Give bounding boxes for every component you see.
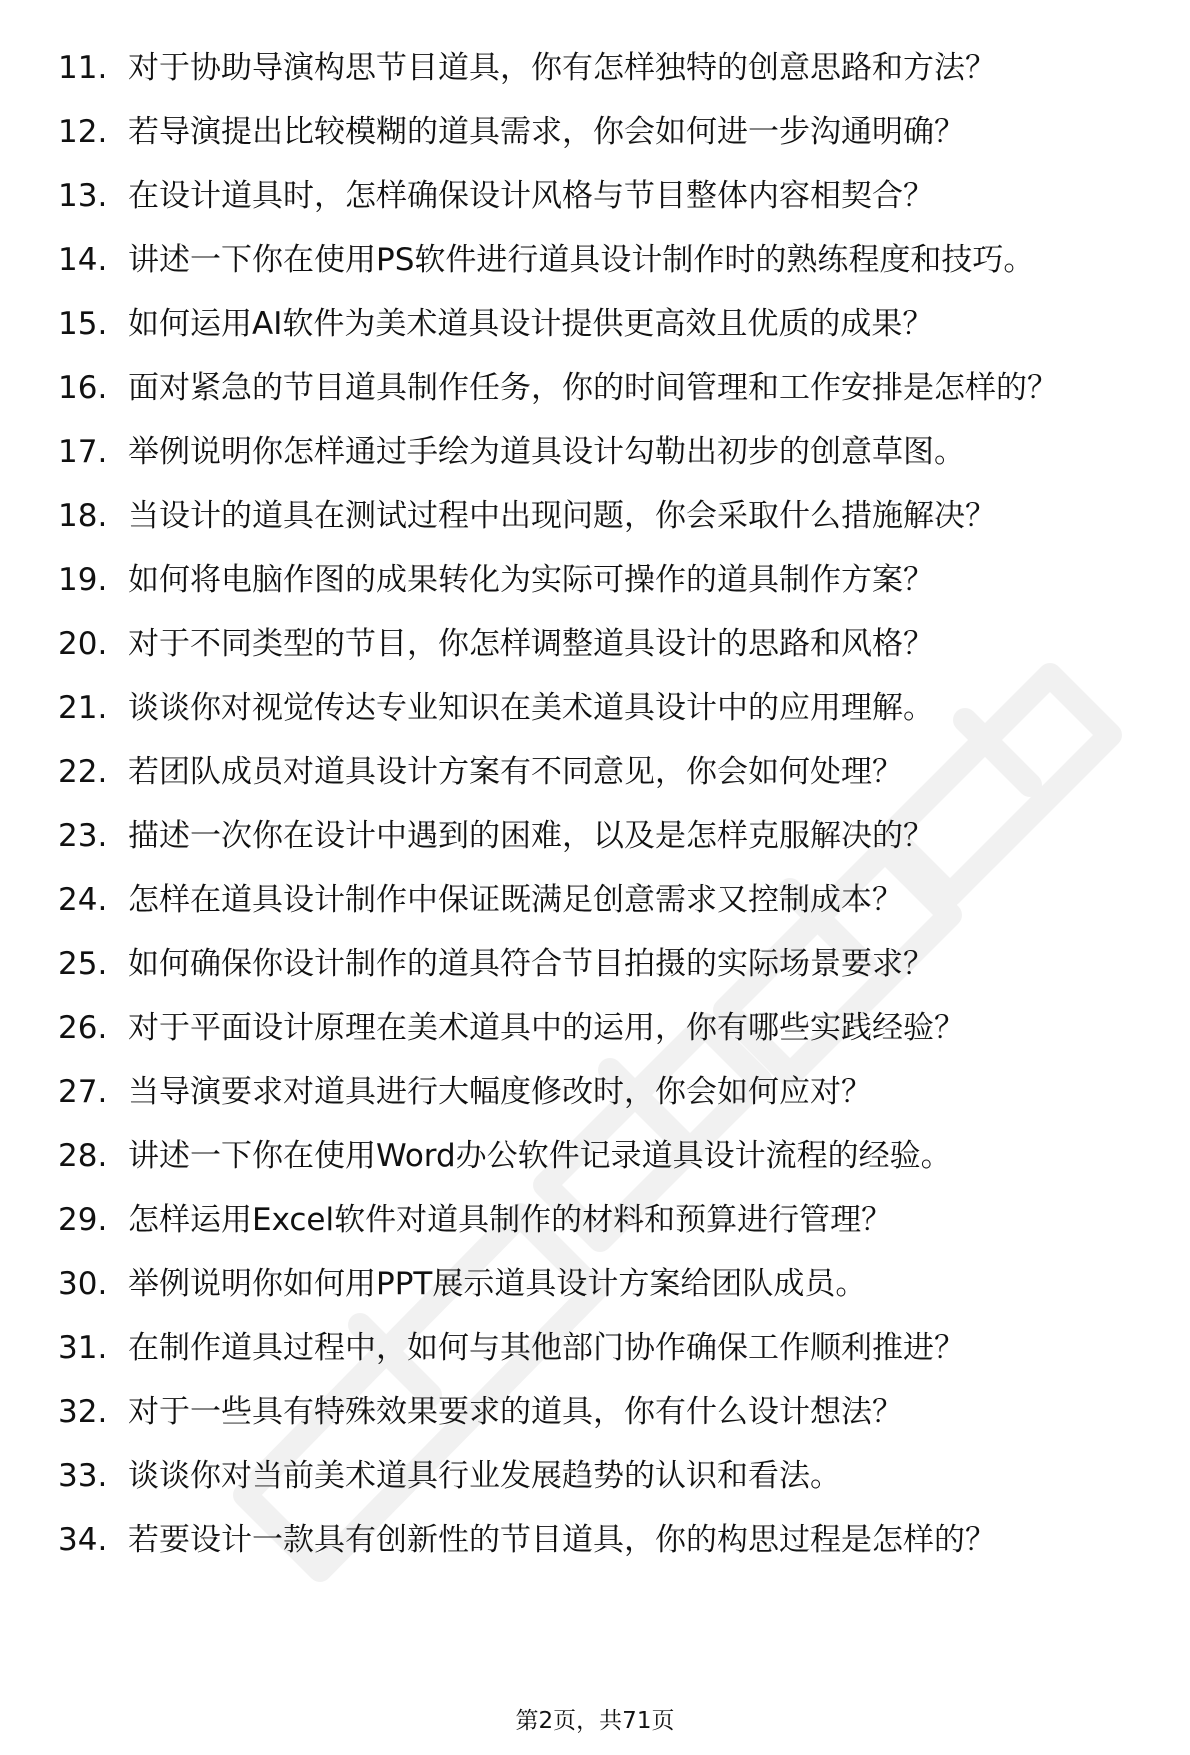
question-text: 如何将电脑作图的成果转化为实际可操作的道具制作方案？ <box>128 562 934 598</box>
question-text: 在制作道具过程中，如何与其他部门协作确保工作顺利推进？ <box>128 1330 965 1366</box>
question-text: 谈谈你对当前美术道具行业发展趋势的认识和看法。 <box>128 1458 841 1494</box>
question-text: 对于不同类型的节目，你怎样调整道具设计的思路和风格？ <box>128 626 934 662</box>
question-item <box>0 560 1190 600</box>
question-text: 如何确保你设计制作的道具符合节目拍摄的实际场景要求？ <box>128 946 934 982</box>
question-number: 25. <box>58 946 108 982</box>
question-number: 18. <box>58 498 108 534</box>
question-number: 21. <box>58 690 108 726</box>
question-number: 30. <box>58 1266 108 1302</box>
question-item <box>0 752 1190 792</box>
question-item <box>0 816 1190 856</box>
question-text: 若导演提出比较模糊的道具需求，你会如何进一步沟通明确？ <box>128 114 965 150</box>
question-number: 15. <box>58 306 108 342</box>
question-item <box>0 1328 1190 1368</box>
question-item <box>0 1456 1190 1496</box>
question-item <box>0 1392 1190 1432</box>
question-text: 举例说明你如何用PPT展示道具设计方案给团队成员。 <box>128 1266 867 1302</box>
question-number: 16. <box>58 370 108 406</box>
question-item <box>0 176 1190 216</box>
question-item <box>0 496 1190 536</box>
question-text: 如何运用AI软件为美术道具设计提供更高效且优质的成果？ <box>128 306 934 342</box>
question-item <box>0 368 1190 408</box>
question-number: 19. <box>58 562 108 598</box>
question-text: 若团队成员对道具设计方案有不同意见，你会如何处理？ <box>128 754 903 790</box>
question-text: 讲述一下你在使用PS软件进行道具设计制作时的熟练程度和技巧。 <box>128 242 1035 278</box>
question-text: 若要设计一款具有创新性的节目道具，你的构思过程是怎样的？ <box>128 1522 996 1558</box>
question-number: 34. <box>58 1522 108 1558</box>
question-item <box>0 240 1190 280</box>
question-text: 当设计的道具在测试过程中出现问题，你会采取什么措施解决？ <box>128 498 996 534</box>
question-number: 17. <box>58 434 108 470</box>
question-number: 23. <box>58 818 108 854</box>
question-number: 14. <box>58 242 108 278</box>
question-item <box>0 688 1190 728</box>
question-text: 谈谈你对视觉传达专业知识在美术道具设计中的应用理解。 <box>128 690 934 726</box>
question-item <box>0 1520 1190 1560</box>
question-number: 22. <box>58 754 108 790</box>
question-item <box>0 1264 1190 1304</box>
question-item <box>0 944 1190 984</box>
question-text: 对于协助导演构思节目道具，你有怎样独特的创意思路和方法？ <box>128 50 996 86</box>
question-item <box>0 624 1190 664</box>
question-number: 29. <box>58 1202 108 1238</box>
question-text: 对于平面设计原理在美术道具中的运用，你有哪些实践经验？ <box>128 1010 965 1046</box>
question-text: 对于一些具有特殊效果要求的道具，你有什么设计想法？ <box>128 1394 903 1430</box>
question-number: 33. <box>58 1458 108 1494</box>
question-item <box>0 880 1190 920</box>
question-number: 27. <box>58 1074 108 1110</box>
question-text: 举例说明你怎样通过手绘为道具设计勾勒出初步的创意草图。 <box>128 434 965 470</box>
question-text: 讲述一下你在使用Word办公软件记录道具设计流程的经验。 <box>128 1138 952 1174</box>
page-footer: 第2页，共71页 <box>515 1708 675 1734</box>
question-number: 20. <box>58 626 108 662</box>
question-item <box>0 1008 1190 1048</box>
question-text: 面对紧急的节目道具制作任务，你的时间管理和工作安排是怎样的？ <box>128 370 1058 406</box>
question-text: 怎样在道具设计制作中保证既满足创意需求又控制成本？ <box>128 882 903 918</box>
question-list <box>0 48 1190 1584</box>
question-text: 怎样运用Excel软件对道具制作的材料和预算进行管理？ <box>128 1202 893 1238</box>
question-text: 当导演要求对道具进行大幅度修改时，你会如何应对？ <box>128 1074 872 1110</box>
question-number: 28. <box>58 1138 108 1174</box>
question-item <box>0 1136 1190 1176</box>
question-item <box>0 304 1190 344</box>
question-number: 13. <box>58 178 108 214</box>
question-number: 26. <box>58 1010 108 1046</box>
question-number: 24. <box>58 882 108 918</box>
question-item <box>0 1072 1190 1112</box>
question-item <box>0 432 1190 472</box>
question-item <box>0 112 1190 152</box>
question-item <box>0 1200 1190 1240</box>
question-text: 描述一次你在设计中遇到的困难，以及是怎样克服解决的？ <box>128 818 934 854</box>
question-text: 在设计道具时，怎样确保设计风格与节目整体内容相契合？ <box>128 178 934 214</box>
question-number: 12. <box>58 114 108 150</box>
question-number: 11. <box>58 50 108 86</box>
question-number: 31. <box>58 1330 108 1366</box>
question-item <box>0 48 1190 88</box>
question-number: 32. <box>58 1394 108 1430</box>
